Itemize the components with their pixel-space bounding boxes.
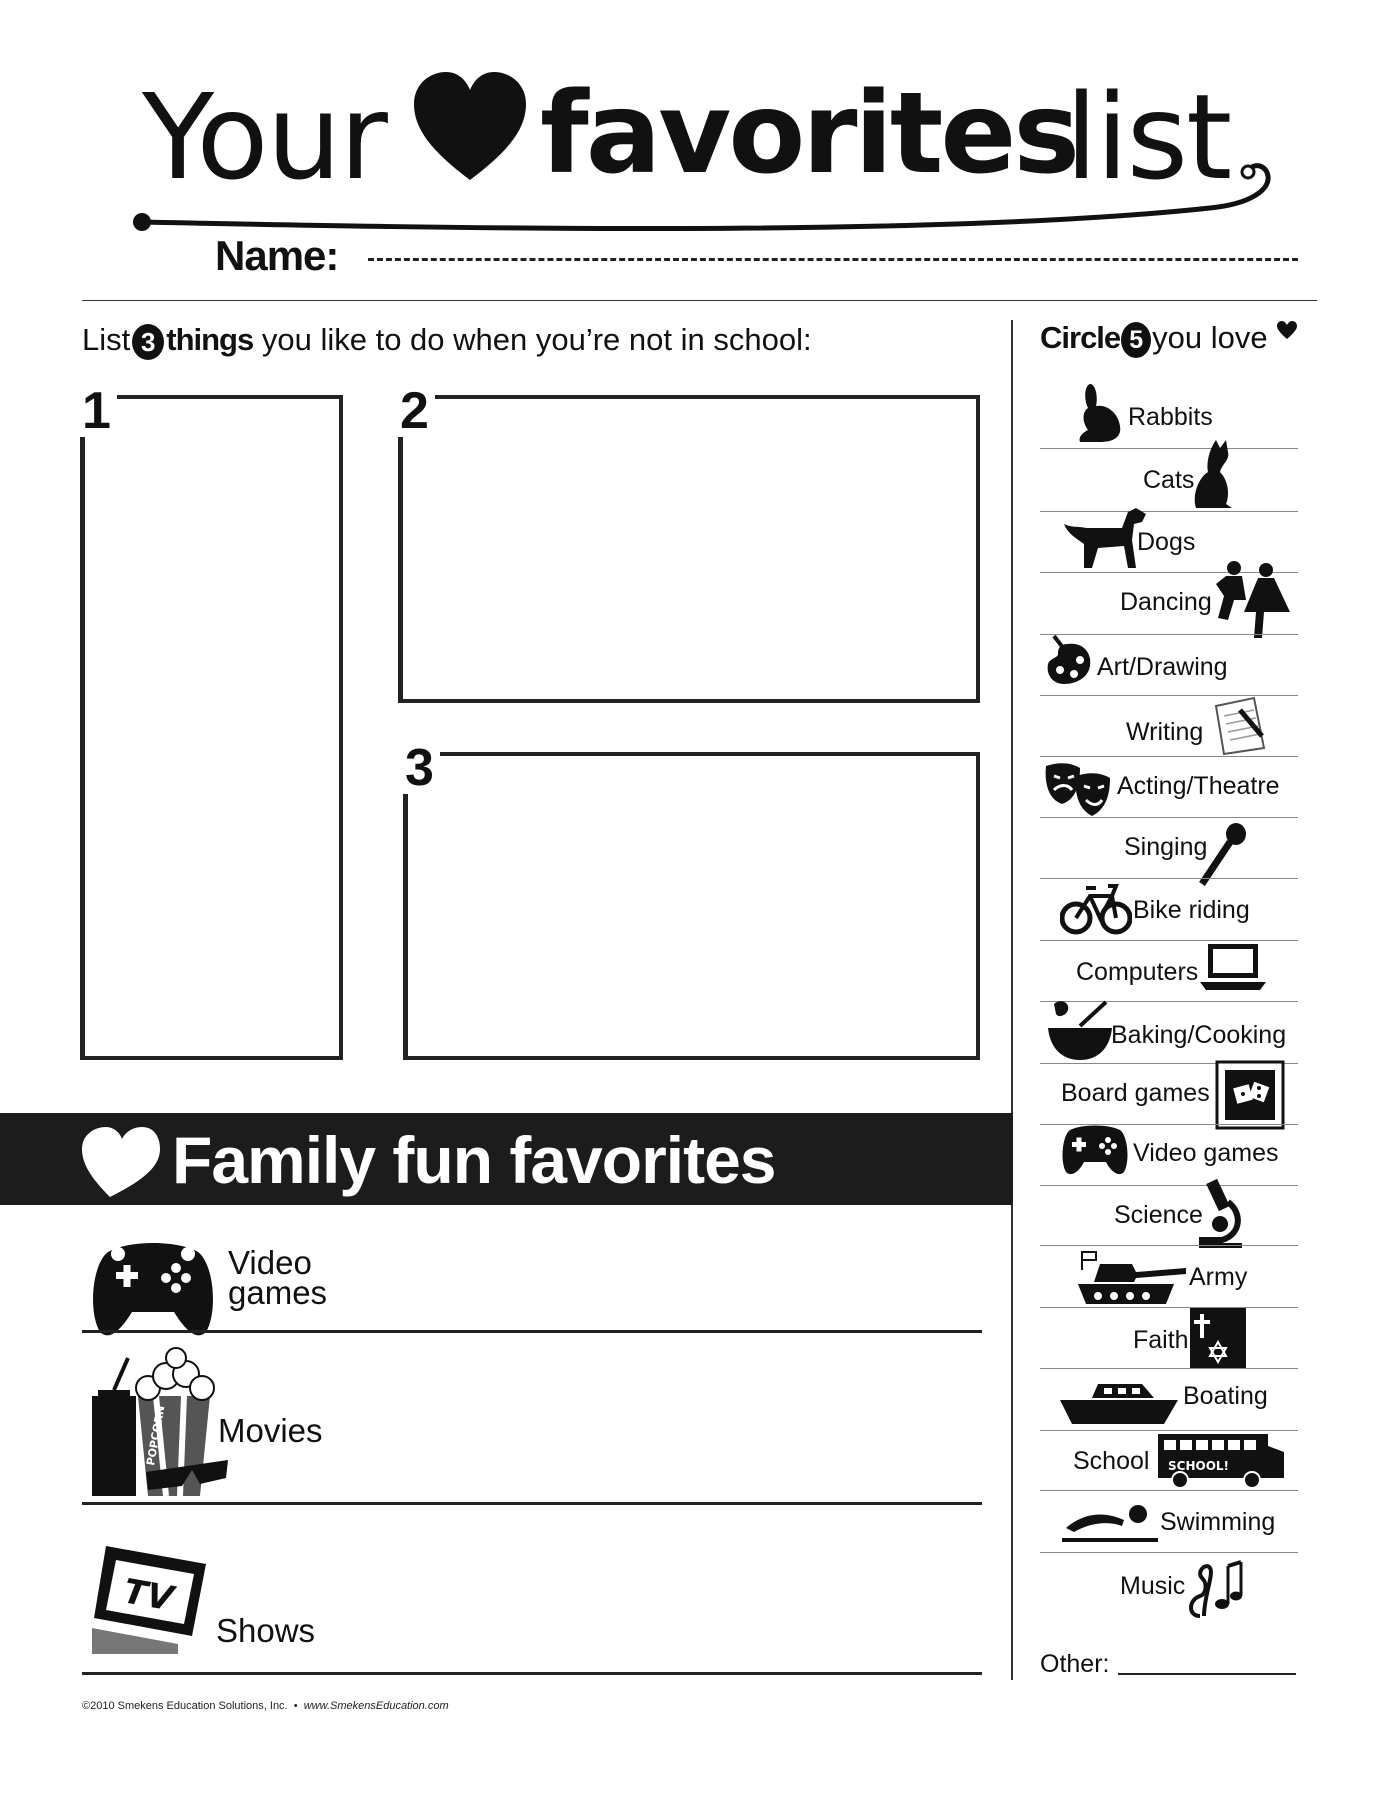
family-label-shows: Shows xyxy=(216,1612,316,1649)
title-underline-swash xyxy=(130,150,1280,240)
family-answer-line-movies[interactable] xyxy=(82,1502,982,1505)
bus-sign-text: SCHOOL! xyxy=(1168,1459,1230,1473)
interest-label-music[interactable]: Music xyxy=(1120,1572,1186,1600)
box-number-1: 1 xyxy=(80,385,117,437)
rabbit-icon xyxy=(1076,382,1124,444)
dice-board-icon xyxy=(1215,1060,1285,1130)
interest-label-school[interactable]: School xyxy=(1073,1447,1150,1475)
column-divider xyxy=(1011,320,1013,1680)
interest-label-dogs[interactable]: Dogs xyxy=(1137,528,1196,556)
footer-url[interactable]: www.SmekensEducation.com xyxy=(303,1700,449,1712)
game-controller-icon xyxy=(1060,1118,1130,1178)
interest-label-writing[interactable]: Writing xyxy=(1126,718,1204,746)
interest-divider xyxy=(1040,756,1298,757)
swimmer-icon xyxy=(1062,1494,1158,1546)
title-word-your: Your xyxy=(142,68,386,206)
faith-symbols-icon xyxy=(1190,1308,1246,1368)
family-banner-title: Family fun favorites xyxy=(172,1123,776,1197)
interest-divider xyxy=(1040,940,1298,941)
paper-pencil-icon xyxy=(1210,696,1270,756)
list-heading-post: you like to do when you’re not in school: xyxy=(253,322,812,357)
family-label-movies: Movies xyxy=(218,1412,323,1449)
interest-label-computers[interactable]: Computers xyxy=(1076,958,1199,986)
school-bus-icon xyxy=(1156,1432,1288,1490)
family-answer-line-video-games[interactable] xyxy=(82,1330,982,1333)
tv-icon xyxy=(88,1540,213,1655)
interest-label-science[interactable]: Science xyxy=(1114,1201,1203,1229)
interest-label-bike-riding[interactable]: Bike riding xyxy=(1133,896,1250,924)
interest-divider xyxy=(1040,1307,1298,1308)
title-word-list: list xyxy=(1065,68,1231,206)
interest-divider xyxy=(1040,1368,1298,1369)
popcorn-label: POPCORN xyxy=(144,1404,168,1467)
header-divider xyxy=(82,300,1317,301)
laptop-icon xyxy=(1200,942,1266,992)
small-heart-icon xyxy=(1276,320,1298,340)
bicycle-icon xyxy=(1060,880,1132,936)
footer xyxy=(82,1700,449,1712)
list-heading-pre: List xyxy=(82,322,131,357)
name-label: Name: xyxy=(215,232,339,279)
family-answer-line-shows[interactable] xyxy=(82,1672,982,1675)
theatre-masks-icon xyxy=(1042,760,1114,820)
name-input-line[interactable] xyxy=(368,258,1298,261)
popcorn-icon xyxy=(88,1346,233,1506)
microphone-icon xyxy=(1198,822,1248,886)
dancers-icon xyxy=(1214,560,1294,640)
interest-label-swimming[interactable]: Swimming xyxy=(1160,1508,1276,1536)
interest-label-board-games[interactable]: Board games xyxy=(1061,1079,1210,1107)
banner-heart-icon xyxy=(80,1125,162,1200)
game-controller-icon xyxy=(88,1232,218,1342)
cat-icon xyxy=(1192,438,1232,510)
interest-label-army[interactable]: Army xyxy=(1189,1263,1248,1291)
dog-icon xyxy=(1062,504,1146,570)
interest-divider xyxy=(1040,817,1298,818)
interest-label-baking-cooking[interactable]: Baking/Cooking xyxy=(1111,1021,1287,1049)
mixing-bowl-icon xyxy=(1046,998,1114,1062)
interest-divider xyxy=(1040,448,1298,449)
list-heading-number: 3 xyxy=(132,324,164,360)
title-word-favorites: favorites xyxy=(540,69,1078,199)
footer-separator: • xyxy=(293,1700,298,1712)
interest-divider xyxy=(1040,1245,1298,1246)
family-label-video-games: Video games xyxy=(228,1244,328,1311)
interest-divider xyxy=(1040,1430,1298,1431)
music-notes-icon xyxy=(1186,1556,1244,1620)
interest-divider xyxy=(1040,1490,1298,1491)
interest-label-rabbits[interactable]: Rabbits xyxy=(1128,403,1213,431)
interest-divider xyxy=(1040,878,1298,879)
interest-label-cats[interactable]: Cats xyxy=(1143,466,1195,494)
microscope-icon xyxy=(1198,1178,1244,1248)
box-number-3: 3 xyxy=(403,742,440,794)
drawing-box-3[interactable] xyxy=(403,752,980,1060)
tv-screen-label: TV xyxy=(120,1571,177,1620)
interest-divider xyxy=(1040,1552,1298,1553)
circle-heading-pre: Circle xyxy=(1040,320,1121,355)
circle-heading-number: 5 xyxy=(1121,322,1151,358)
other-input-line[interactable] xyxy=(1118,1673,1296,1675)
circle-heading-post: you love xyxy=(1152,320,1268,355)
interest-label-acting-theatre[interactable]: Acting/Theatre xyxy=(1117,772,1280,800)
palette-icon xyxy=(1044,634,1094,688)
tank-icon xyxy=(1074,1250,1188,1306)
interest-label-dancing[interactable]: Dancing xyxy=(1120,588,1212,616)
other-label: Other: xyxy=(1040,1650,1110,1678)
list-heading-bold: things xyxy=(166,322,254,357)
box-number-2: 2 xyxy=(398,385,435,437)
list-section-heading xyxy=(82,322,812,360)
interest-label-boating[interactable]: Boating xyxy=(1183,1382,1268,1410)
interest-label-faith[interactable]: Faith xyxy=(1133,1326,1189,1354)
interest-label-video-games[interactable]: Video games xyxy=(1133,1139,1279,1167)
boat-icon xyxy=(1058,1378,1180,1426)
drawing-box-1[interactable] xyxy=(80,395,343,1060)
interest-label-singing[interactable]: Singing xyxy=(1124,833,1208,861)
interest-label-art-drawing[interactable]: Art/Drawing xyxy=(1097,653,1228,681)
circle-section-heading xyxy=(1040,320,1298,358)
interest-divider xyxy=(1040,1185,1298,1186)
drawing-box-2[interactable] xyxy=(398,395,980,703)
footer-copyright: ©2010 Smekens Education Solutions, Inc. xyxy=(82,1700,288,1712)
